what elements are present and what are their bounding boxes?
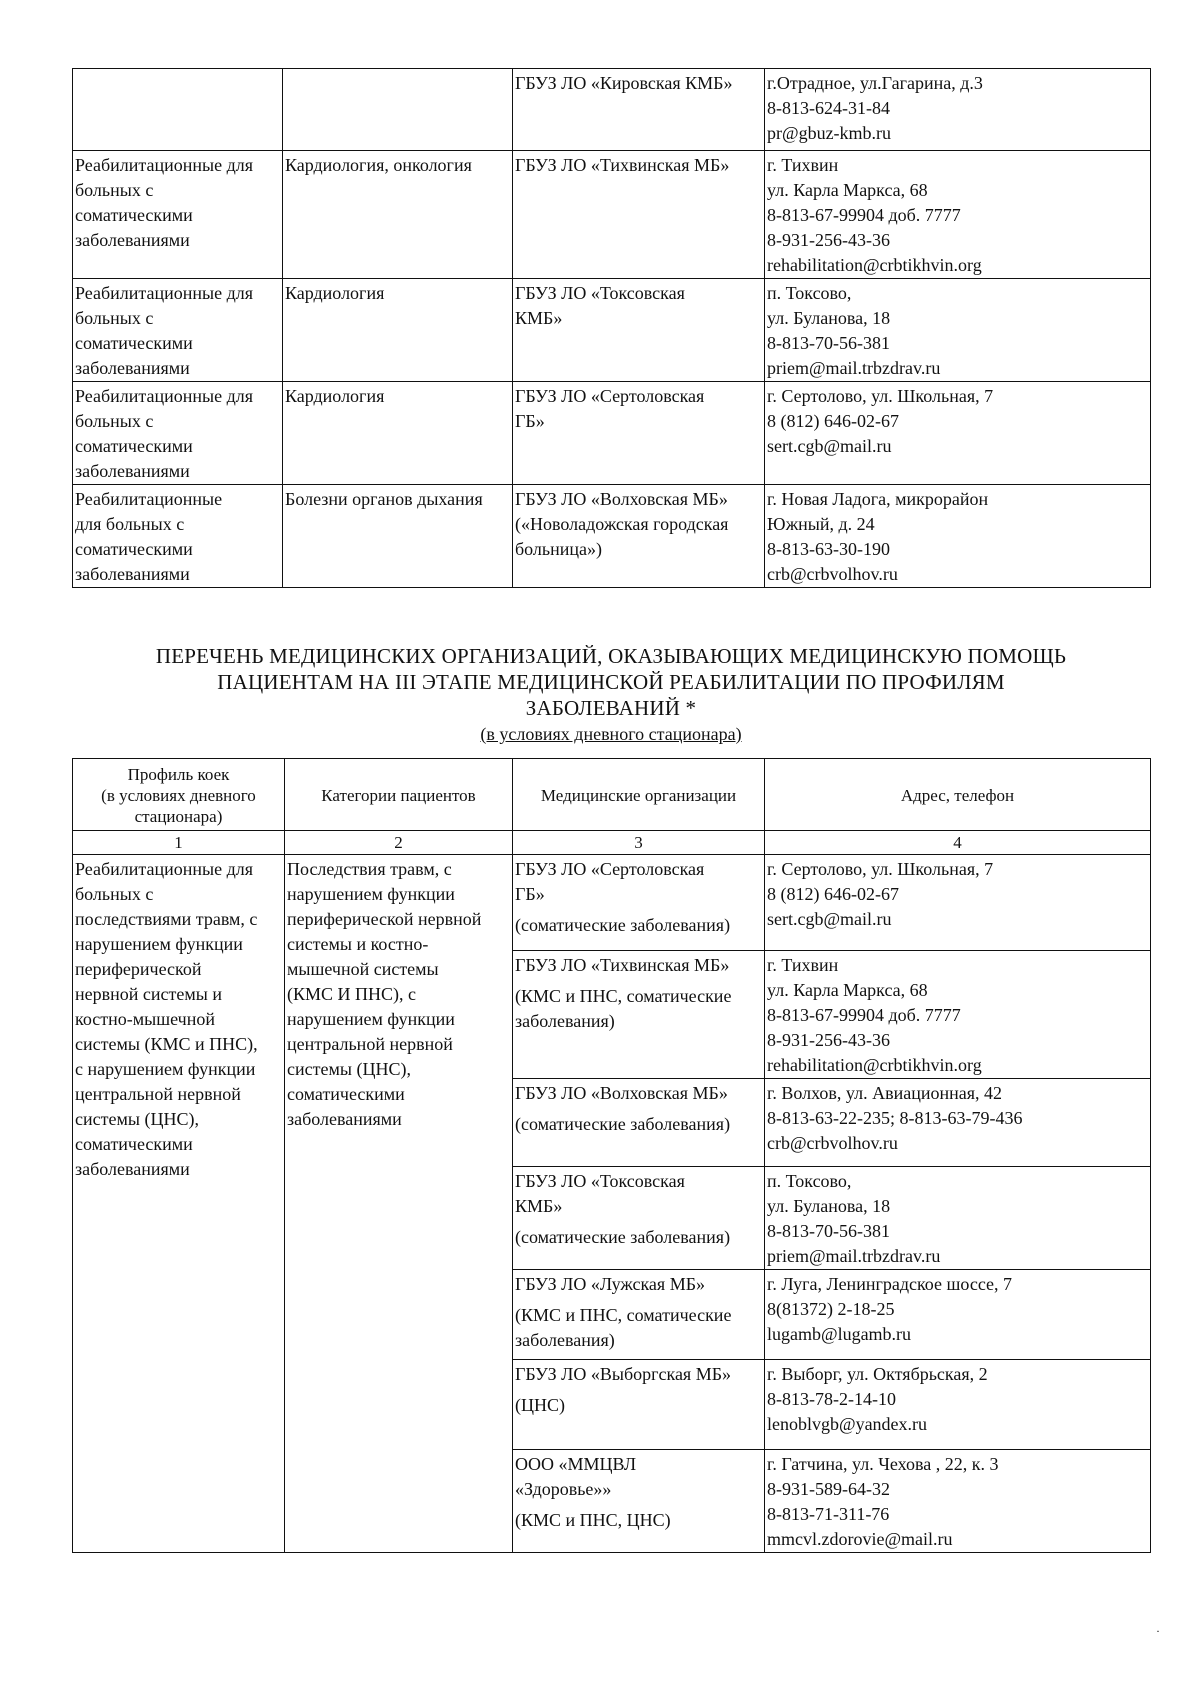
cell-line: rehabilitation@crbtikhvin.org xyxy=(767,255,982,275)
cell-line: г. Новая Ладога, микрорайон xyxy=(767,489,989,509)
category-cell xyxy=(283,151,513,279)
cell-line: ГБУЗ ЛО «Сертоловская xyxy=(515,386,705,406)
cell-line: priem@mail.trbzdrav.ru xyxy=(767,358,941,378)
cell-line: г. Гатчина, ул. Чехова , 22, к. 3 xyxy=(767,1454,999,1474)
bottom-table-body xyxy=(73,855,1151,1553)
cell-line: г. Выборг, ул. Октябрьская, 2 xyxy=(767,1364,988,1384)
cell-line: нарушением функции xyxy=(75,934,243,954)
column-number: 2 xyxy=(285,831,513,855)
cell-line: ГБУЗ ЛО «Выборгская МБ» xyxy=(515,1364,732,1384)
organization-cell xyxy=(513,151,765,279)
cell-line: мышечной системы xyxy=(287,959,439,979)
cell-line: г. Тихвин xyxy=(767,155,839,175)
column-number: 3 xyxy=(513,831,765,855)
address-cell xyxy=(765,1450,1151,1553)
profile-cell xyxy=(73,69,283,151)
top-table-body xyxy=(73,69,1151,588)
cell-line: 8-931-589-64-32 xyxy=(767,1479,890,1499)
cell-line: ГБУЗ ЛО «Лужская МБ» xyxy=(515,1274,706,1294)
cell-line: г. Луга, Ленинградское шоссе, 7 xyxy=(767,1274,1013,1294)
cell-line: Реабилитационные для xyxy=(75,386,253,406)
cell-line: lugamb@lugamb.ru xyxy=(767,1324,912,1344)
organization-cell xyxy=(513,279,765,382)
title-line: ПЕРЕЧЕНЬ МЕДИЦИНСКИХ ОРГАНИЗАЦИЙ, ОКАЗЫВАЮЩИХ МЕДИЦИНСКУЮ ПОМОЩЬ xyxy=(155,644,1067,668)
profile-cell xyxy=(73,485,283,588)
cell-line: центральной нервной xyxy=(75,1084,241,1104)
address-cell xyxy=(765,69,1151,151)
cell-line: ГБУЗ ЛО «Тихвинская МБ» xyxy=(515,155,730,175)
cell-line: ГБ» xyxy=(515,411,545,431)
cell-line: («Новоладожская городская xyxy=(515,514,729,534)
cell-line: 8-931-256-43-36 xyxy=(767,230,890,250)
cell-line: 8-813-63-22-235; 8-813-63-79-436 xyxy=(767,1108,1023,1128)
cell-line: больных с xyxy=(75,180,154,200)
cell-line: г. Сертолово, ул. Школьная, 7 xyxy=(767,386,994,406)
cell-line: 8-813-70-56-381 xyxy=(767,1221,890,1241)
header-category: Категории пациентов xyxy=(285,759,513,831)
column-number: 4 xyxy=(765,831,1151,855)
cell-line: Последствия травм, с xyxy=(287,859,452,879)
profile-cell xyxy=(73,382,283,485)
address-cell xyxy=(765,151,1151,279)
cell-line: больных с xyxy=(75,884,154,904)
cell-line: mmcvl.zdorovie@mail.ru xyxy=(767,1529,953,1549)
cell-line: заболеваниями xyxy=(75,1159,190,1179)
cell-line: периферической нервной xyxy=(287,909,482,929)
organization-cell xyxy=(513,69,765,151)
cell-line: ГБУЗ ЛО «Токсовская xyxy=(515,283,685,303)
cell-line: системы (ЦНС), xyxy=(75,1109,199,1129)
cell-line: соматическими xyxy=(75,333,193,353)
cell-line: ООО «ММЦВЛ xyxy=(515,1454,637,1474)
table-row xyxy=(73,279,1151,382)
cell-line: заболеваниями xyxy=(287,1109,402,1129)
cell-line: ул. Буланова, 18 xyxy=(767,308,891,328)
organization-note: (соматические заболевания) xyxy=(515,1114,731,1134)
cell-line: г. Волхов, ул. Авиационная, 42 xyxy=(767,1083,1003,1103)
organization-cell xyxy=(513,382,765,485)
cell-line: системы (ЦНС), xyxy=(287,1059,411,1079)
cell-line: 8-813-67-99904 доб. 7777 xyxy=(767,1005,961,1025)
cell-line: ГБУЗ ЛО «Токсовская xyxy=(515,1171,685,1191)
address-cell xyxy=(765,1360,1151,1450)
cell-line: г. Сертолово, ул. Школьная, 7 xyxy=(767,859,994,879)
header-profile-line: Профиль коек xyxy=(127,765,230,784)
cell-line: ГБ» xyxy=(515,884,545,904)
header-profile-line: стационара) xyxy=(134,807,223,826)
header-profile-line: (в условиях дневного xyxy=(101,786,256,805)
organization-cell xyxy=(513,1360,765,1450)
cell-line: sert.cgb@mail.ru xyxy=(767,909,892,929)
cell-line: ул. Буланова, 18 xyxy=(767,1196,891,1216)
organization-cell xyxy=(513,951,765,1079)
organization-cell xyxy=(513,485,765,588)
organization-note: (КМС и ПНС, соматические заболевания) xyxy=(515,986,732,1031)
cell-line: Реабилитационные для xyxy=(75,859,253,879)
cell-line: 8-813-624-31-84 xyxy=(767,98,890,118)
cell-line: 8(81372) 2-18-25 xyxy=(767,1299,895,1319)
cell-line: КМБ» xyxy=(515,1196,563,1216)
cell-line: Болезни органов дыхания xyxy=(285,489,483,509)
cell-line: больных с xyxy=(75,308,154,328)
cell-line: 8-813-71-311-76 xyxy=(767,1504,890,1524)
organization-cell xyxy=(513,1167,765,1270)
cell-line: костно-мышечной xyxy=(75,1009,215,1029)
profile-cell xyxy=(73,279,283,382)
cell-line: соматическими xyxy=(75,539,193,559)
organization-note: (соматические заболевания) xyxy=(515,915,731,935)
cell-line: г. Тихвин xyxy=(767,955,839,975)
cell-line: больных с xyxy=(75,411,154,431)
day-hospital-table xyxy=(72,758,1151,1553)
header-profile xyxy=(73,759,285,831)
header-row xyxy=(73,759,1151,831)
cell-line: заболеваниями xyxy=(75,358,190,378)
cell-line: 8-813-63-30-190 xyxy=(767,539,890,559)
cell-line: Реабилитационные для xyxy=(75,283,253,303)
cell-line: ГБУЗ ЛО «Кировская КМБ» xyxy=(515,73,733,93)
cell-line: п. Токсово, xyxy=(767,1171,852,1191)
cell-line: sert.cgb@mail.ru xyxy=(767,436,892,456)
table-row xyxy=(73,382,1151,485)
cell-line: нервной системы и xyxy=(75,984,222,1004)
category-cell xyxy=(283,382,513,485)
cell-line: КМБ» xyxy=(515,308,563,328)
cell-line: с нарушением функции xyxy=(75,1059,256,1079)
cell-line: 8-813-67-99904 доб. 7777 xyxy=(767,205,961,225)
address-cell xyxy=(765,382,1151,485)
address-cell xyxy=(765,1270,1151,1360)
cell-line: Кардиология xyxy=(285,283,385,303)
section-subtitle: (в условиях дневного стационара) xyxy=(480,724,742,744)
cell-line: ГБУЗ ЛО «Сертоловская xyxy=(515,859,705,879)
address-cell xyxy=(765,485,1151,588)
address-cell xyxy=(765,855,1151,951)
cell-line: ГБУЗ ЛО «Тихвинская МБ» xyxy=(515,955,730,975)
cell-line: заболеваниями xyxy=(75,564,190,584)
title-line: ПАЦИЕНТАМ НА III ЭТАПЕ МЕДИЦИНСКОЙ РЕАБИЛИТАЦИИ ПО ПРОФИЛЯМ xyxy=(217,670,1005,694)
address-cell xyxy=(765,1167,1151,1270)
organization-note: (КМС и ПНС, ЦНС) xyxy=(515,1510,671,1530)
cell-line: 8-813-70-56-381 xyxy=(767,333,890,353)
header-address: Адрес, телефон xyxy=(765,759,1151,831)
column-number: 1 xyxy=(73,831,285,855)
cell-line: нарушением функции xyxy=(287,884,455,904)
table-row xyxy=(73,855,1151,951)
cell-line: Кардиология, онкология xyxy=(285,155,472,175)
cell-line: ГБУЗ ЛО «Волховская МБ» xyxy=(515,1083,728,1103)
section-title xyxy=(72,643,1150,745)
organization-note: (соматические заболевания) xyxy=(515,1227,731,1247)
cell-line: нарушением функции xyxy=(287,1009,455,1029)
cell-line: 8-813-78-2-14-10 xyxy=(767,1389,896,1409)
cell-line: соматическими xyxy=(75,1134,193,1154)
cell-line: соматическими xyxy=(75,205,193,225)
organization-cell xyxy=(513,1079,765,1167)
organization-note: (КМС и ПНС, соматические заболевания) xyxy=(515,1305,732,1350)
cell-line: crb@crbvolhov.ru xyxy=(767,1133,898,1153)
cell-line: ул. Карла Маркса, 68 xyxy=(767,180,928,200)
cell-line: системы и костно- xyxy=(287,934,429,954)
cell-line: для больных с xyxy=(75,514,185,534)
cell-line: rehabilitation@crbtikhvin.org xyxy=(767,1055,982,1075)
profile-cell xyxy=(73,855,285,1553)
category-cell xyxy=(285,855,513,1553)
cell-line: crb@crbvolhov.ru xyxy=(767,564,898,584)
cell-line: 8 (812) 646-02-67 xyxy=(767,411,899,431)
category-cell xyxy=(283,279,513,382)
category-cell xyxy=(283,69,513,151)
cell-line: последствиями травм, с xyxy=(75,909,258,929)
cell-line: п. Токсово, xyxy=(767,283,852,303)
table-row xyxy=(73,485,1151,588)
cell-line: lenoblvgb@yandex.ru xyxy=(767,1414,928,1434)
cell-line: (КМС И ПНС), с xyxy=(287,984,416,1004)
cell-line: больница») xyxy=(515,539,602,559)
cell-line: заболеваниями xyxy=(75,230,190,250)
table-row xyxy=(73,69,1151,151)
cell-line: периферической xyxy=(75,959,202,979)
organization-cell xyxy=(513,1450,765,1553)
cell-line: ул. Карла Маркса, 68 xyxy=(767,980,928,1000)
address-cell xyxy=(765,1079,1151,1167)
cell-line: г.Отрадное, ул.Гагарина, д.3 xyxy=(767,73,983,93)
profile-cell xyxy=(73,151,283,279)
category-cell xyxy=(283,485,513,588)
top-facilities-table xyxy=(72,68,1151,588)
cell-line: priem@mail.trbzdrav.ru xyxy=(767,1246,941,1266)
address-cell xyxy=(765,279,1151,382)
organization-cell xyxy=(513,1270,765,1360)
cell-line: Реабилитационные xyxy=(75,489,223,509)
cell-line: соматическими xyxy=(287,1084,405,1104)
organization-cell xyxy=(513,855,765,951)
cell-line: Реабилитационные для xyxy=(75,155,253,175)
stray-mark: · xyxy=(1156,1624,1160,1638)
cell-line: заболеваниями xyxy=(75,461,190,481)
cell-line: «Здоровье»» xyxy=(515,1479,612,1499)
column-number-row xyxy=(73,831,1151,855)
cell-line: Южный, д. 24 xyxy=(767,514,875,534)
organization-note: (ЦНС) xyxy=(515,1395,565,1415)
address-cell xyxy=(765,951,1151,1079)
cell-line: центральной нервной xyxy=(287,1034,453,1054)
title-line: ЗАБОЛЕВАНИЙ * xyxy=(525,696,697,720)
table-row xyxy=(73,151,1151,279)
cell-line: 8-931-256-43-36 xyxy=(767,1030,890,1050)
cell-line: pr@gbuz-kmb.ru xyxy=(767,123,892,143)
cell-line: системы (КМС и ПНС), xyxy=(75,1034,258,1054)
header-org: Медицинские организации xyxy=(513,759,765,831)
cell-line: ГБУЗ ЛО «Волховская МБ» xyxy=(515,489,728,509)
cell-line: Кардиология xyxy=(285,386,385,406)
cell-line: 8 (812) 646-02-67 xyxy=(767,884,899,904)
cell-line: соматическими xyxy=(75,436,193,456)
